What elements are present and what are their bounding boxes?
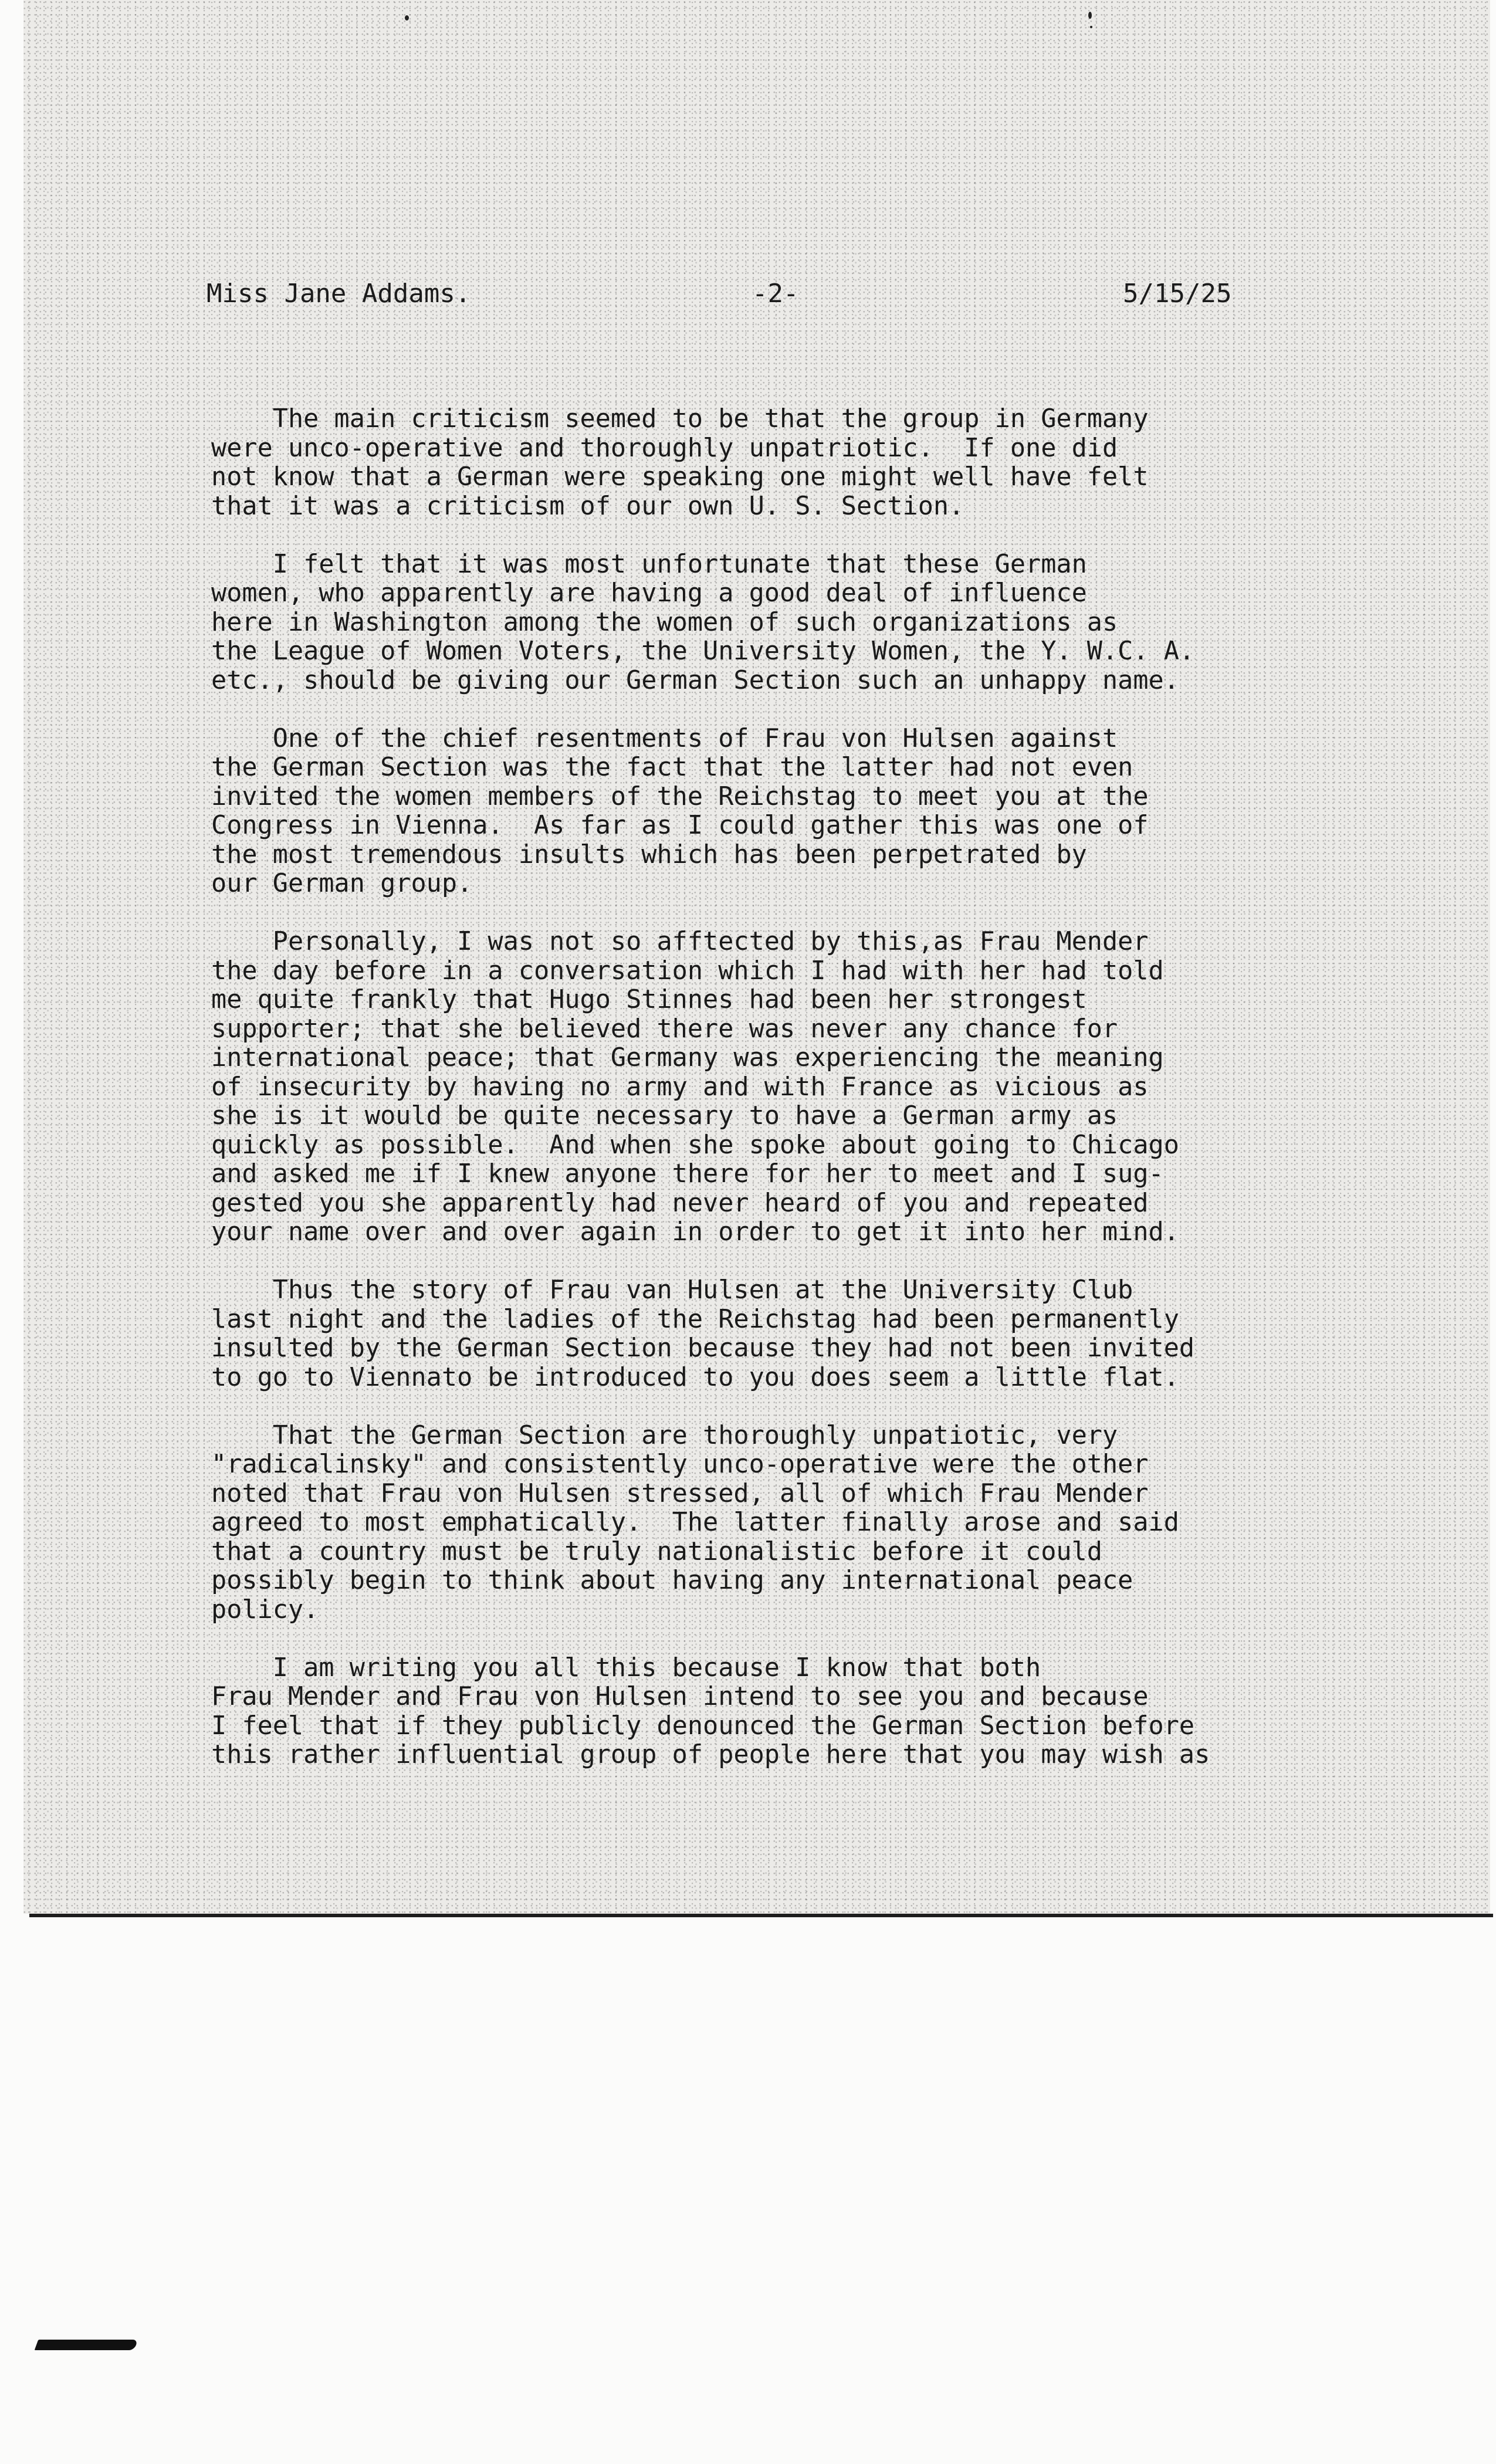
margin-pen-mark (35, 2340, 138, 2350)
paragraph: That the German Section are thoroughly unpatiotic, very "radicalinsky" and consistently unco-operative were the other noted that Frau von Hulsen stressed, all of which Frau Mender agreed to most emphatically. The latter finally arose and said that a country must be truly nationalistic before it could possibly begin to think about having any international peace policy. (211, 1420, 1179, 1624)
header-date: 5/15/25 (1123, 279, 1232, 309)
paragraph: I felt that it was most unfortunate that these German women, who apparently are having a good deal of influence here in Washington among the women of such organizations as the League of Women Voters, the University Women, the Y. W.C. A. etc., should be giving our German Section such an unhappy name. (211, 549, 1195, 695)
paragraph: Thus the story of Frau van Hulsen at the University Club last night and the ladies of the Reichstag had been permanently insulted by the German Section because they had not been invited to go to Viennato be introduced to you does seem a little flat. (211, 1275, 1195, 1392)
paragraph: I am writing you all this because I know that both Frau Mender and Frau von Hulsen intend to see you and because I feel that if they publicly denounced the German Section before this rather influential group of people here that you may wish as (211, 1653, 1210, 1769)
paragraph: The main criticism seemed to be that the group in Germany were unco-operative and thoroughly unpatriotic. If one did not know that a German were speaking one might well have felt that it was a criticism of our own U. S. Section. (211, 404, 1149, 521)
top-speck (1088, 12, 1092, 19)
top-speck (1090, 26, 1092, 28)
paragraph: Personally, I was not so afftected by this,as Frau Mender the day before in a conversation which I had with her had told me quite frankly that Hugo Stinnes had been her strongest supporter; that she believed there was never any chance for international peace; that Germany was experiencing the meaning of insecurity by having no army and with France as vicious as she is it would be quite necessary to have a German army as quickly as possible. And when she spoke about going to Chicago and asked me if I knew anyone there for her to meet and I sug- gested you she apparently had never heard of you and repeated your name over and over again in order to get it into her mind. (211, 927, 1179, 1247)
letter-body (211, 405, 1373, 1770)
header-page-number: -2- (752, 279, 799, 309)
header-recipient: Miss Jane Addams. (207, 279, 471, 309)
paragraph: One of the chief resentments of Frau von Hulsen against the German Section was the fact that the latter had not even invited the women members of the Reichstag to meet you at the Congress in Vienna. As far as I could gather this was one of the most tremendous insults which has been perpetrated by our German group. (211, 723, 1149, 898)
letter-header (207, 279, 1333, 320)
top-speck (405, 15, 409, 21)
copy-edge-line (29, 1914, 1493, 1917)
